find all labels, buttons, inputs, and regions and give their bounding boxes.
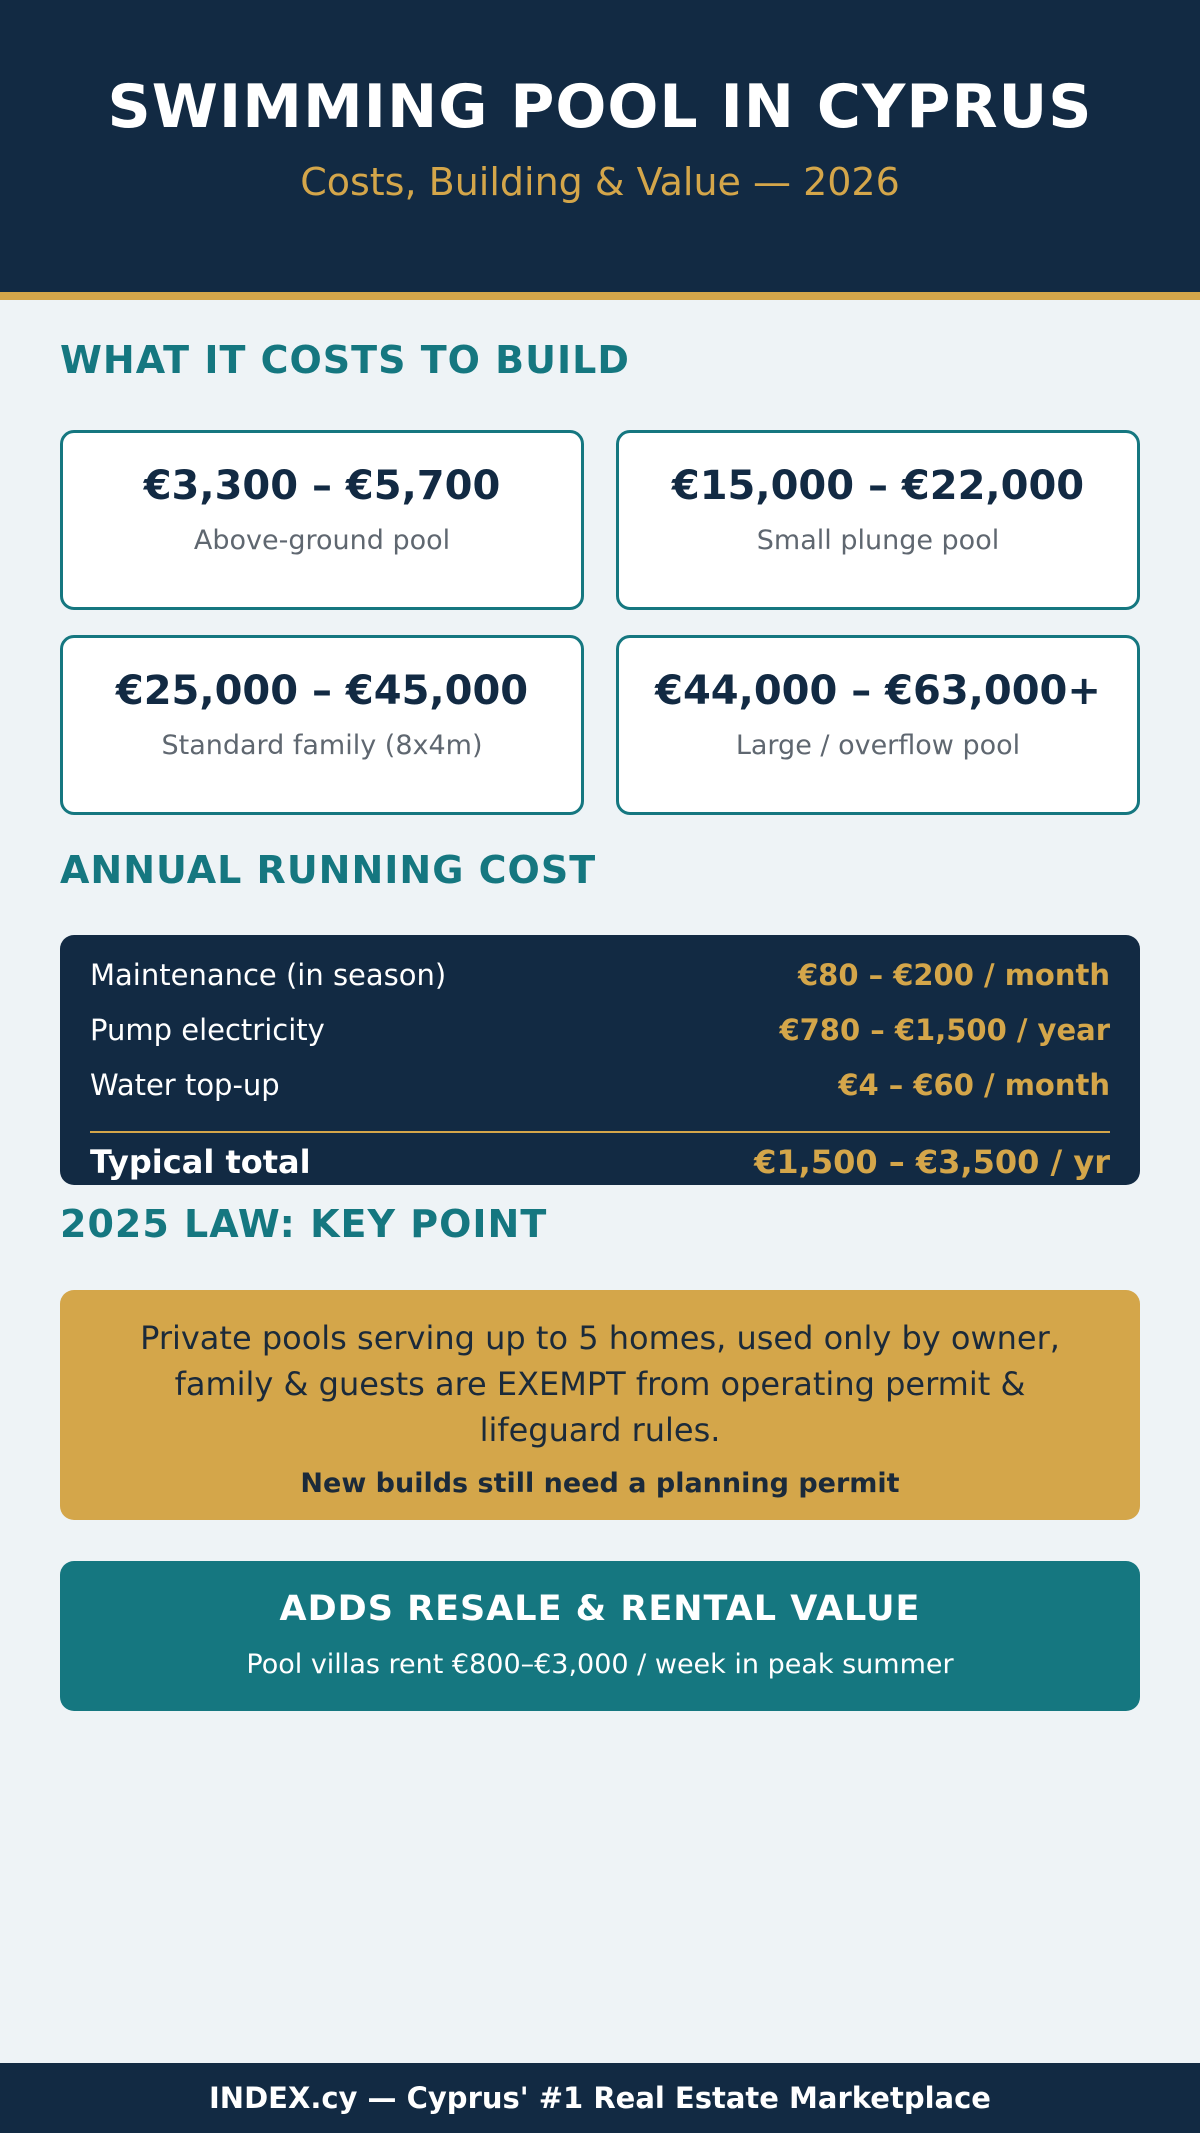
cost-card-label: Standard family (8x4m)	[161, 730, 483, 761]
running-cost-value: €780 – €1,500 / year	[779, 1013, 1110, 1047]
cost-card-above-ground	[60, 430, 584, 610]
footer-text: INDEX.cy — Cyprus' #1 Real Estate Marketplace	[209, 2081, 991, 2115]
running-cost-panel	[60, 935, 1140, 1185]
cost-card-label: Large / overflow pool	[735, 730, 1021, 761]
running-cost-total-label: Typical total	[90, 1143, 311, 1181]
running-cost-label: Maintenance (in season)	[90, 958, 447, 992]
build-costs-heading: WHAT IT COSTS TO BUILD	[60, 338, 630, 382]
header-banner	[0, 0, 1200, 300]
running-cost-row	[90, 1010, 1110, 1050]
value-callout	[60, 1561, 1140, 1711]
law-note: New builds still need a planning permit	[300, 1468, 900, 1499]
cost-card-plunge	[616, 430, 1140, 610]
cost-card-large-overflow	[616, 635, 1140, 815]
page-subtitle: Costs, Building & Value — 2026	[300, 160, 900, 204]
cost-card-label: Above-ground pool	[193, 525, 451, 556]
cost-card-standard-family	[60, 635, 584, 815]
running-cost-total-value: €1,500 – €3,500 / yr	[754, 1143, 1110, 1181]
cost-card-price: €25,000 – €45,000	[115, 668, 529, 714]
footer-banner	[0, 2063, 1200, 2133]
cost-card-price: €44,000 – €63,000+	[655, 668, 1101, 714]
cost-card-price: €3,300 – €5,700	[143, 463, 501, 509]
running-cost-value: €4 – €60 / month	[838, 1068, 1110, 1102]
running-cost-label: Water top-up	[90, 1068, 280, 1102]
running-cost-total-row	[90, 1142, 1110, 1182]
law-callout	[60, 1290, 1140, 1520]
value-text: Pool villas rent €800–€3,000 / week in peak summer	[246, 1649, 954, 1680]
cost-card-label: Small plunge pool	[756, 525, 1000, 556]
value-title: ADDS RESALE & RENTAL VALUE	[279, 1589, 921, 1629]
page-title: SWIMMING POOL IN CYPRUS	[107, 72, 1093, 142]
running-cost-divider	[90, 1131, 1110, 1133]
running-cost-label: Pump electricity	[90, 1013, 325, 1047]
law-heading: 2025 LAW: KEY POINT	[60, 1202, 548, 1246]
cost-card-price: €15,000 – €22,000	[671, 463, 1085, 509]
running-cost-row	[90, 1065, 1110, 1105]
running-cost-value: €80 – €200 / month	[797, 958, 1110, 992]
law-body-text: Private pools serving up to 5 homes, used only by owner, family & guests are EXEMPT from operating permit & lifeguard rules.	[140, 1319, 1060, 1449]
running-cost-heading: ANNUAL RUNNING COST	[60, 848, 597, 892]
running-cost-row	[90, 955, 1110, 995]
